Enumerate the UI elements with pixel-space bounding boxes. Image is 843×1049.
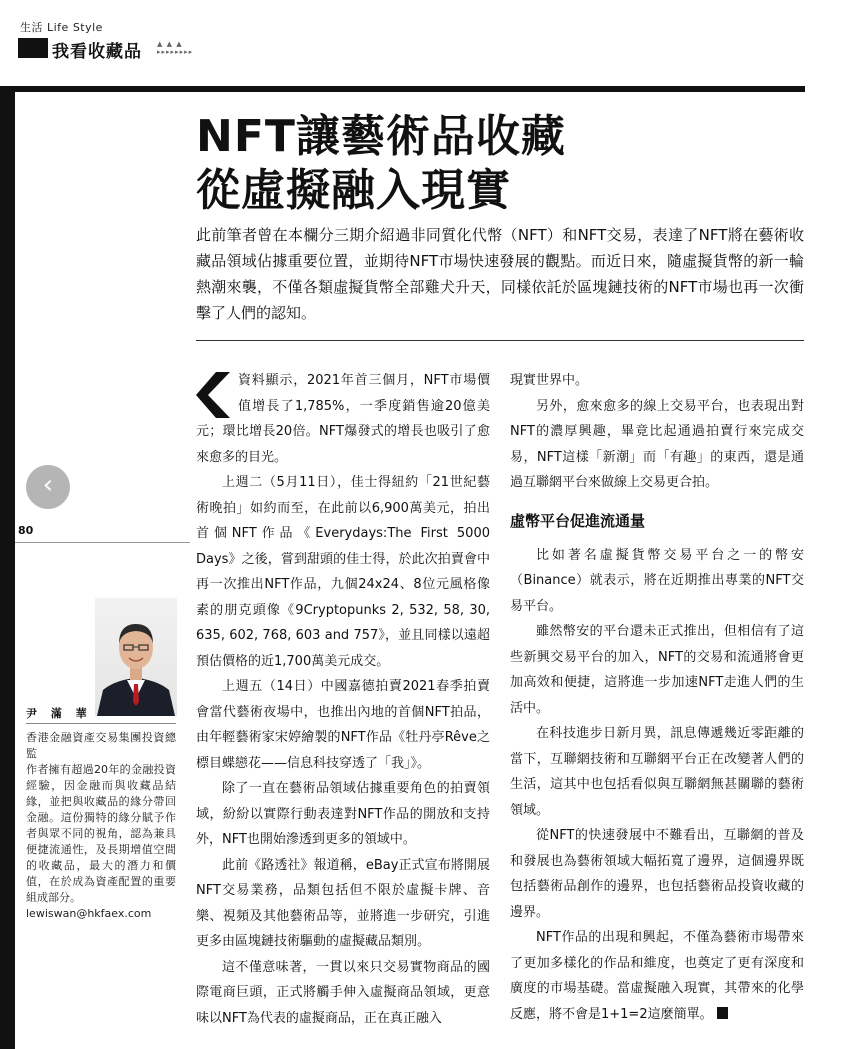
author-name: 尹 滿 華 xyxy=(26,707,92,720)
page-number-rule xyxy=(15,542,190,543)
paragraph-text: NFT作品的出現和興起，不僅為藝術市場帶來了更加多樣化的作品和維度，也奠定了更有深度和廣度的市場基礎。當虛擬融入現實，其帶來的化學反應，將不會是1+1=2這麼簡單。 xyxy=(510,930,804,1022)
paragraph: 另外，愈來愈多的線上交易平台，也表現出對NFT的濃厚興趣，畢竟比起通過拍賣行來完成交易，NFT這樣「新潮」而「有趣」的東西，還是通過互聯網平台來做線上交易更合拍。 xyxy=(510,398,804,490)
paragraph: 雖然幣安的平台還未正式推出，但相信有了這些新興交易平台的加入，NFT的交易和流通將會更加高效和便捷，這將進一步加速NFT走進人們的生活中。 xyxy=(510,624,804,716)
paragraph: 上週二（5月11日），佳士得紐約「21世紀藝術晚拍」如約而至，在此前以6,900萬美元，拍出首個NFT作品《Everydays:The First 5000 Days》之後，嘗到甜頭的佳士得，於此次拍賣會中再一次推出NFT作品，九個24x24、8位元風格像素的朋克頭像《9Cryptopunks 2, 532, 58, 30, 635, 602, 768, 603 and 757》，並且同樣以遠超預估價格的近1,700萬美元成交。 xyxy=(196,475,490,669)
paragraph: 在科技進步日新月異，訊息傳遞幾近零距離的當下，互聯網技術和互聯網平台正在改變著人們的生活，這其中也包括看似與互聯網無甚關聯的藝術領域。 xyxy=(510,726,804,818)
section-label: 生活 Life Style xyxy=(20,21,103,34)
top-rule xyxy=(0,86,805,92)
body-column-1 xyxy=(196,368,490,1031)
paragraph: 資料顯示，2021年首三個月，NFT市場價值增長了1,785%，一季度銷售逾20億美元；環比增長20倍。NFT爆發式的增長也吸引了愈來愈多的目光。 xyxy=(196,373,490,465)
paragraph: 現實世界中。 xyxy=(510,373,589,388)
paragraph: 從NFT的快速發展中不難看出，互聯網的普及和發展也為藝術領域大幅拓寬了邊界，這個邊界既包括藝術品創作的邊界，也包括藝術品投資收藏的邊界。 xyxy=(510,828,804,920)
subheading: 虛幣平台促進流通量 xyxy=(510,511,646,530)
author-bio: 香港金融資產交易集團投資總監 作者擁有超過20年的金融投資經驗，因金融而與收藏品結緣，並把與收藏品的緣分帶回金融。這份獨特的緣分賦予作者與眾不同的視角，認為兼具便捷流通性，及長期增值空間的收藏品，最大的潛力和價值，在於成為資產配置的重要組成部分。 xyxy=(26,731,176,904)
column-name: 我看收藏品 xyxy=(52,42,142,62)
quote-mark-icon xyxy=(196,372,232,418)
back-button[interactable] xyxy=(26,465,70,509)
headline-line-1: NFT讓藝術品收藏 xyxy=(196,111,566,162)
end-mark-icon xyxy=(717,1007,728,1019)
body-column-2 xyxy=(510,368,804,1027)
author-photo xyxy=(95,598,177,716)
author-rule xyxy=(26,723,176,724)
headline-line-2: 從虛擬融入現實 xyxy=(196,165,511,216)
paragraph: 此前《路透社》報道稱，eBay正式宣布將開展NFT交易業務，品類包括但不限於虛擬卡牌、音樂、視頻及其他藝術品等，並將進一步研究，引進更多由區塊鏈技術驅動的虛擬藏品類別。 xyxy=(196,857,490,949)
mid-rule xyxy=(196,340,804,341)
author-email[interactable]: lewiswan@hkfaex.com xyxy=(26,907,152,920)
column-bar xyxy=(18,38,48,58)
paragraph: 比如著名虛擬貨幣交易平台之一的幣安（Binance）就表示，將在近期推出專業的NFT交易平台。 xyxy=(510,547,804,614)
closing-paragraph xyxy=(510,925,804,1027)
paragraph: 上週五（14日）中國嘉德拍賣2021春季拍賣會當代藝術夜場中，也推出內地的首個NFT拍品，由年輕藝術家宋婷繪製的NFT作品《牡丹亭Rêve之標目蝶戀花——信息科技穿透了「我」》。 xyxy=(196,679,490,771)
lede: 此前筆者曾在本欄分三期介紹過非同質化代幣（NFT）和NFT交易，表達了NFT將在藝術收藏品領域佔據重要位置，並期待NFT市場快速發展的觀點。而近日來，隨虛擬貨幣的新一輪熱潮來襲，不僅各類虛擬貨幣全部雞犬升天，同樣依託於區塊鏈技術的NFT市場也再一次衝擊了人們的認知。 xyxy=(196,226,804,322)
left-band xyxy=(0,92,15,1049)
headline xyxy=(196,110,566,218)
page-number: 80 xyxy=(18,524,34,537)
chevron-left-icon: ‹ xyxy=(42,470,54,500)
author-bio-block xyxy=(26,730,176,922)
paragraph: 除了一直在藝術品領域佔據重要角色的拍賣領域，紛紛以實際行動表達對NFT作品的開放和支持外，NFT也開始滲透到更多的領域中。 xyxy=(196,781,490,847)
decorative-dots: ▲ ▲ ▲ ▸▸▸▸▸▸▸▸ xyxy=(157,40,194,56)
paragraph: 這不僅意味著，一貫以來只交易實物商品的國際電商巨頭，正式將觸手伸入虛擬商品領域，更意味以NFT為代表的虛擬商品，正在真正融入 xyxy=(196,959,490,1026)
